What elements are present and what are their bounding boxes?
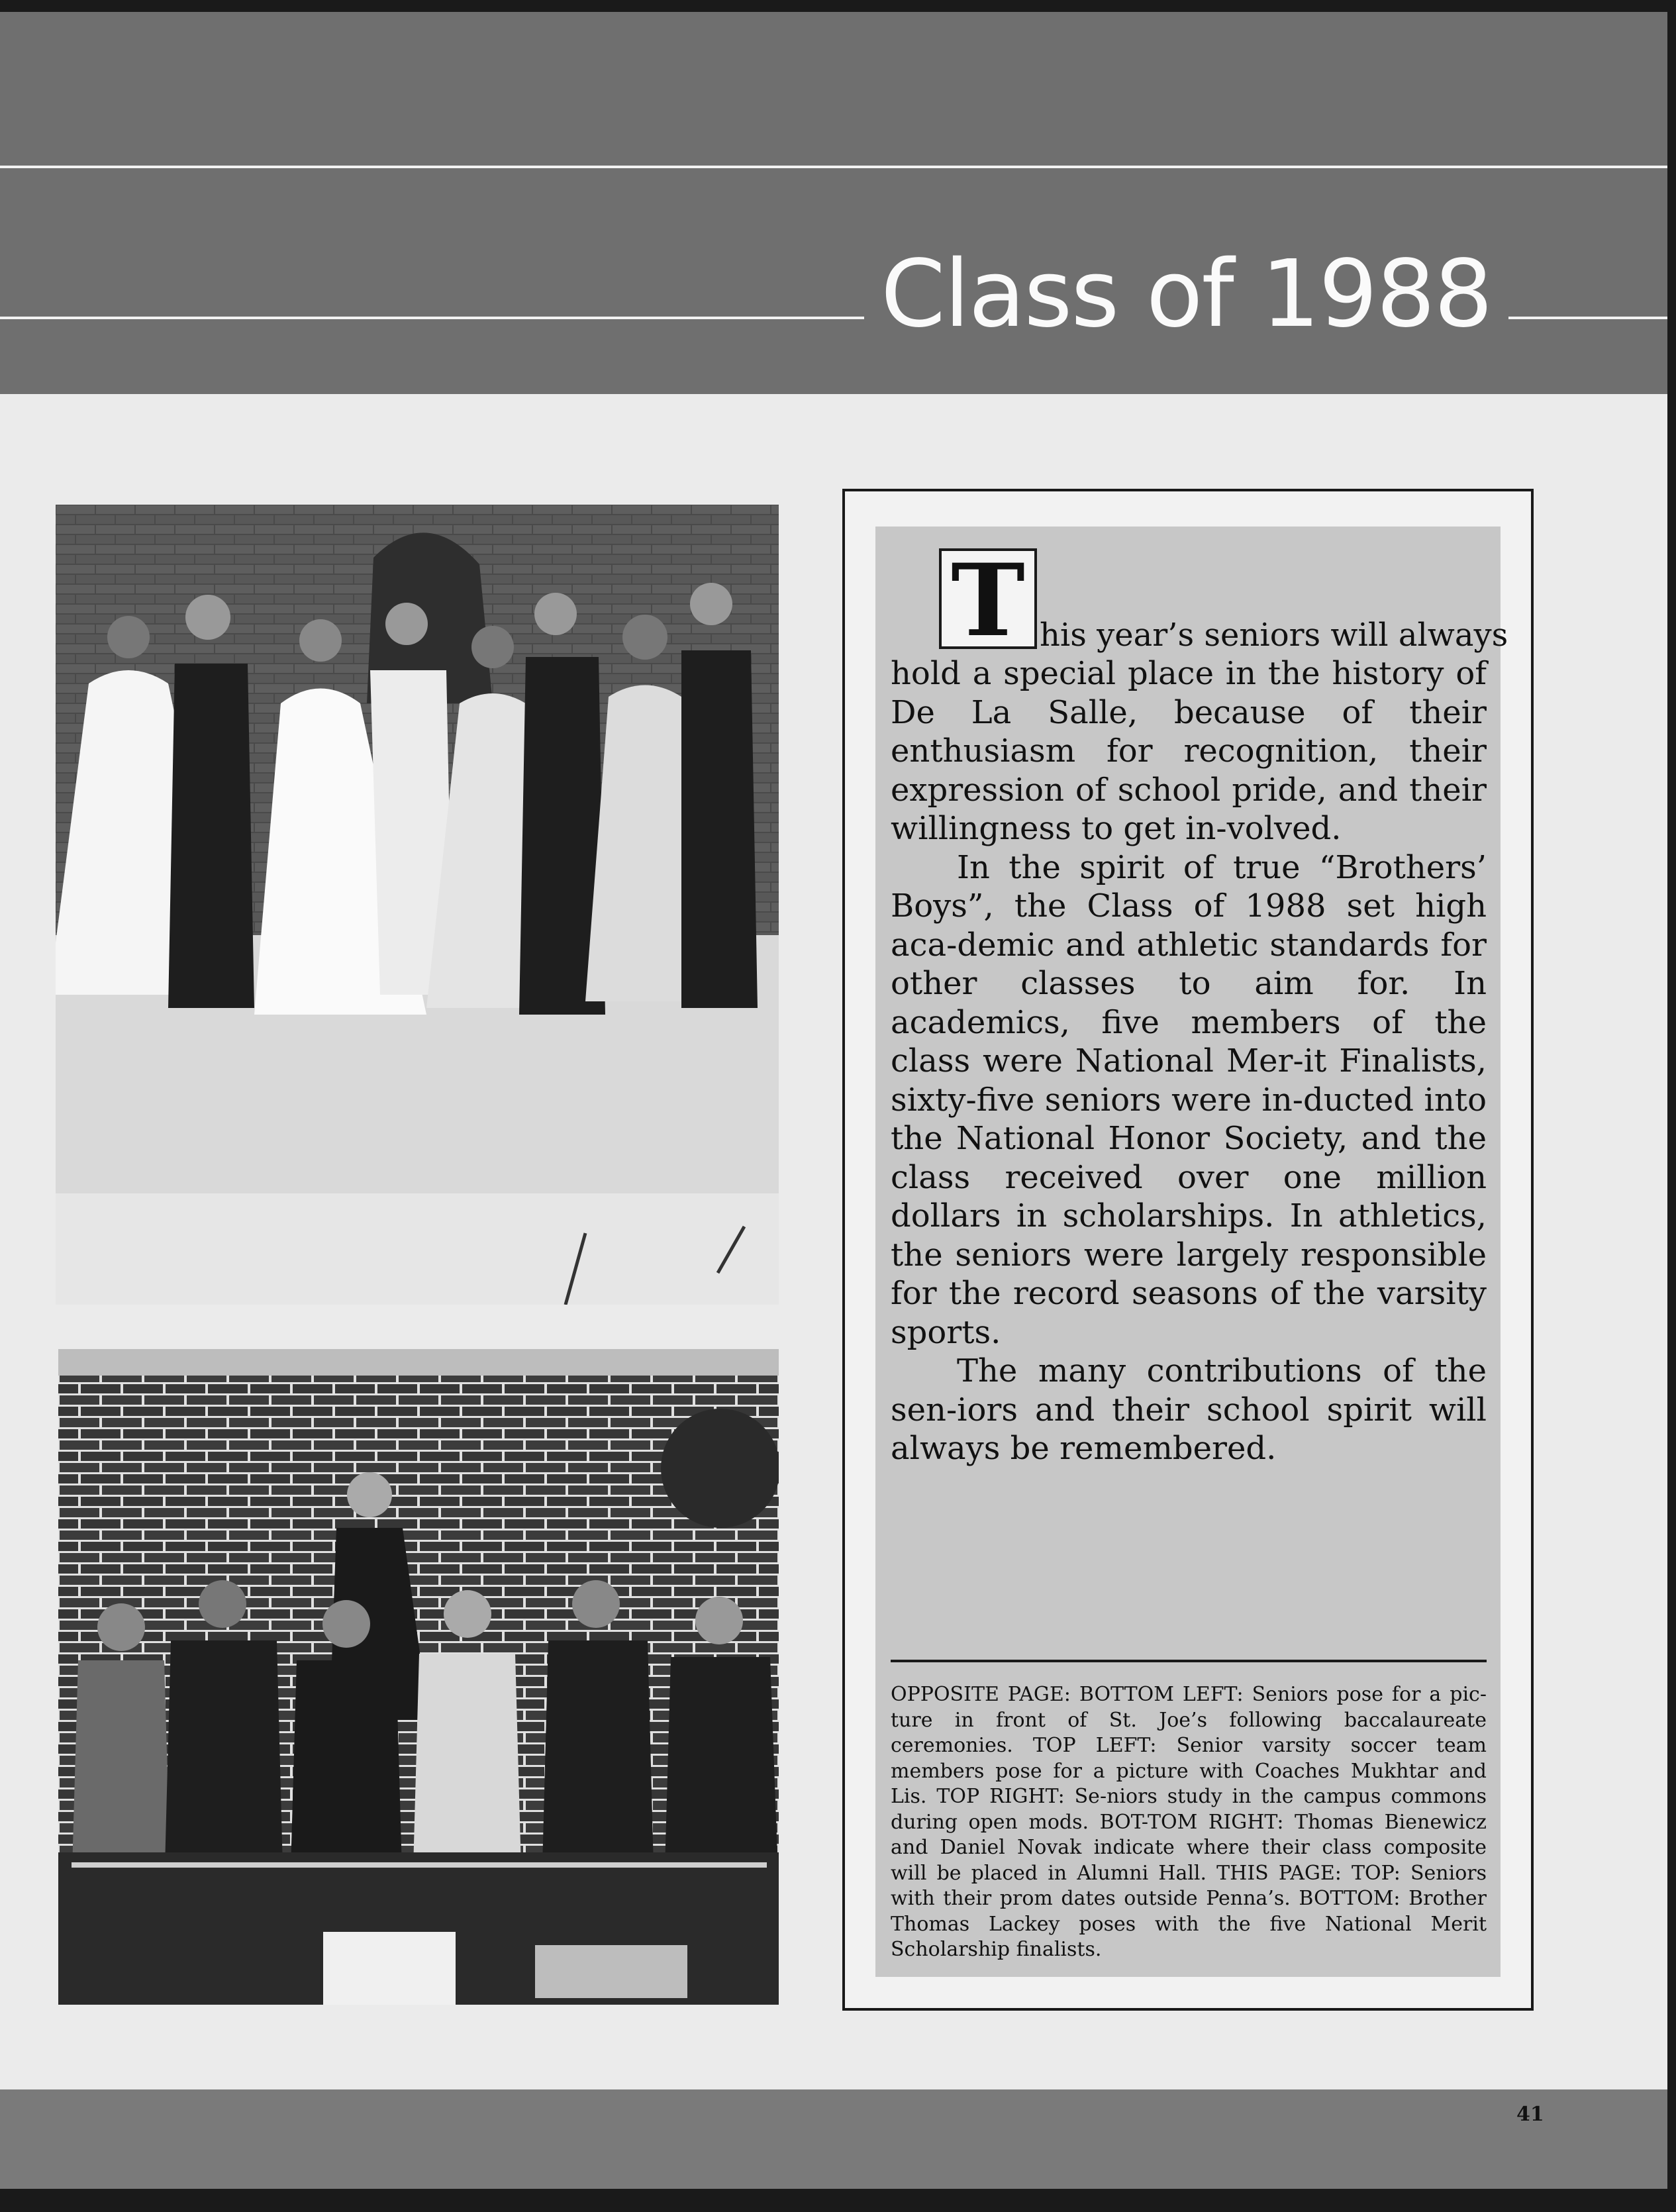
article-paragraph-1: hold a special place in the history of De La Salle, because of their enthusiasm for recognition, their expression of school pride, and their willingness to get in-volved. [891,655,1487,847]
header-rule-left [0,317,864,319]
footer-band [0,2089,1667,2189]
right-edge [1667,0,1676,2212]
article-paragraph-2: In the spirit of true “Brothers’ Boys”, the Class of 1988 set high aca-demic and athletic standards for other classes to aim for. In academics, five members of the class were National Mer-it Finalists, sixty-five seniors were in-ducted into the National Honor Society, and the class received over one million dollars in scholarships. In athletics, the seniors were largely responsible for the record seasons of the varsity sports. [891,848,1487,1351]
article-body [891,654,1487,1468]
article-paragraph-3: The many contributions of the sen-iors and their school spirit will always be remembered. [891,1352,1487,1467]
drop-cap: T [939,548,1037,649]
bottom-edge [0,2189,1676,2212]
page-number: 41 [1516,2103,1544,2126]
header-rule-top [0,166,1667,168]
prom-group-photo [56,505,779,1305]
photo-caption: OPPOSITE PAGE: BOTTOM LEFT: Seniors pose for a pic-ture in front of St. Joe’s following baccalaureate ceremonies. TOP LEFT: Senior varsity soccer team members pose for a picture with Coaches Mukhtar and Lis. TOP RIGHT: Se-niors study in the campus commons during open mods. BOT-TOM RIGHT: Thomas Bienewicz and Daniel Novak indicate where their class composite will be placed in Alumni Hall. THIS PAGE: TOP: Seniors with their prom dates outside Penna’s. BOTTOM: Brother Thomas Lackey poses with the five National Merit Scholarship finalists. [891,1683,1487,1961]
merit-finalists-photo [58,1349,779,2005]
top-edge [0,0,1676,12]
caption-divider [891,1660,1487,1662]
header-rule-right [1508,317,1667,319]
page-title: Class of 1988 [881,240,1492,348]
article-first-line: his year’s seniors will always [1040,617,1508,654]
